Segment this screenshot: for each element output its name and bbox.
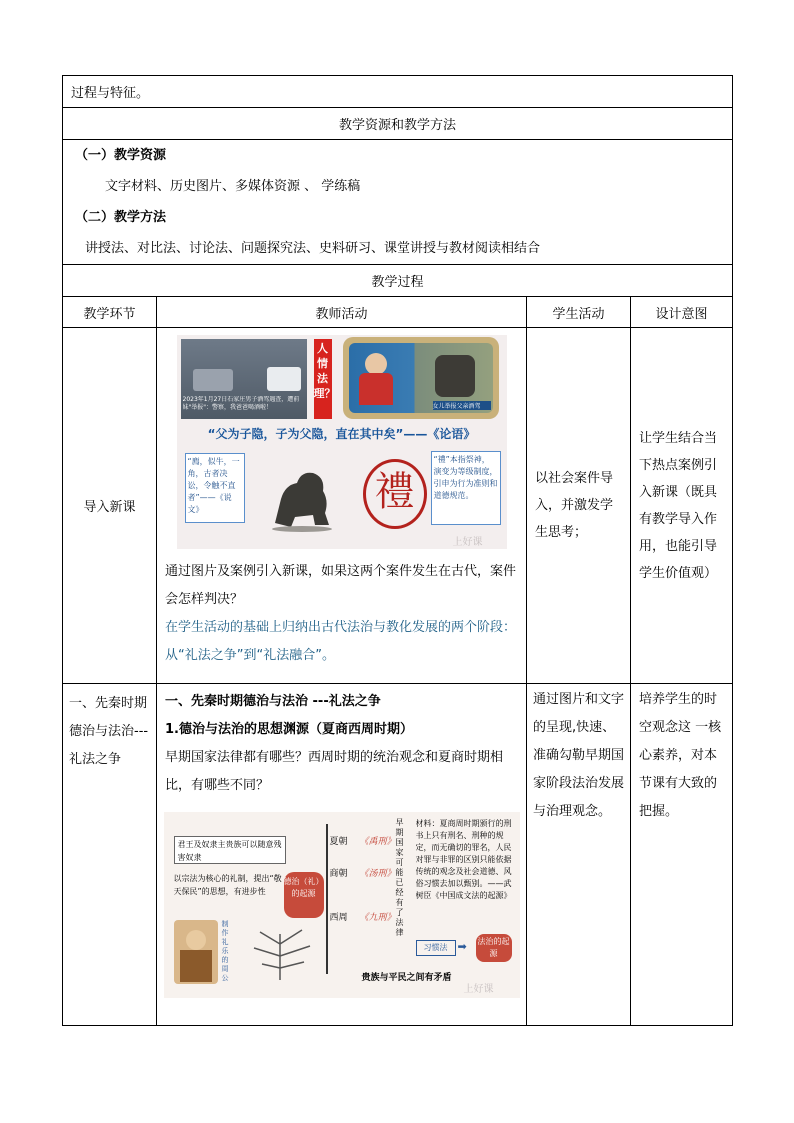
- shuowen-box: “廌，似牛，一角，古者决讼，令触不直者”——《说文》: [185, 453, 245, 523]
- document-page: [62, 75, 732, 1026]
- teacher-activity-cell: [157, 684, 527, 1026]
- header-stage: 教学环节: [63, 297, 157, 328]
- resources-text: 文字材料、历史图片、多媒体资源 、 学练稿: [105, 179, 361, 194]
- teacher-heading: 一、先秦时期德治与法治 ---礼法之争: [165, 694, 381, 709]
- dynasty-zhou: 西周: [329, 913, 348, 923]
- header-teacher: 教师活动: [157, 297, 527, 328]
- bottom-caption: 贵族与平民之间有矛盾: [361, 973, 452, 983]
- teacher-text-question: 通过图片及案例引入新课，如果这两个案件发生在古代，案件会怎样判决？: [165, 564, 517, 607]
- early-law-diagram: [164, 812, 520, 998]
- li-definition-box: “禮”本指祭神，演变为等级制度，引申为行为准则和道德规范。: [431, 451, 501, 525]
- resources-heading: （一）教学资源: [75, 148, 167, 163]
- design-intent-text: 培养学生的时空观念这 一核心素养，对本节课有大致的把握。: [639, 692, 722, 819]
- stage-cell: [63, 684, 157, 1026]
- section-title: 教学资源和教学方法: [339, 118, 457, 133]
- analects-quote: “父为子隐，子为父隐，直在其中矣”——《论语》: [207, 427, 476, 441]
- student-activity-text: 通过图片和文字的呈现,快速、准确勾勒早期国家阶段法治发展与治理观念。: [533, 692, 625, 819]
- watermark: 上好课: [463, 984, 494, 995]
- design-intent-cell: [631, 328, 733, 684]
- dynasty-xia: 夏朝: [329, 837, 348, 847]
- box-slavery: 君王及奴隶主贵族可以随意残害奴隶: [174, 836, 286, 864]
- zhougong-portrait: [174, 920, 218, 984]
- methods-text: 讲授法、对比法、讨论法、问题探究法、史料研习、课堂讲授与教材阅读相结合: [85, 241, 541, 256]
- li-character: 禮: [363, 459, 427, 529]
- teacher-activity-cell: [157, 328, 527, 684]
- student-activity-cell: [527, 328, 631, 684]
- law-tang: 《汤刑》: [359, 869, 396, 879]
- figure-caption: 制作礼乐的周公: [221, 920, 229, 982]
- material-box: 材料：夏商周时期颁行的刑书上只有刑名、刑种的规定，而无确切的罪名，人民对罪与非罪的区别只能依据传统的观念及社会道德、风俗习惯去加以甄别。——武树臣《中国成文法的起源》: [415, 819, 512, 900]
- law-jiu: 《九刑》: [359, 913, 396, 923]
- law-origin: 法治的起源: [476, 934, 512, 962]
- design-intent-cell: [631, 684, 733, 1026]
- section-title: 教学过程: [371, 275, 424, 290]
- resources-content-cell: [63, 140, 733, 265]
- intro-case-image: [177, 335, 507, 549]
- tv-photo: [343, 337, 499, 419]
- teacher-text-summary: 在学生活动的基础上归纳出古代法治与教化发展的两个阶段：从“礼法之争”到“礼法融合”。: [165, 620, 517, 663]
- design-intent-text: 让学生结合当下热点案例引入新课（既具有教学导入作用，也能引导学生价值观）: [639, 430, 718, 581]
- resources-title-cell: [63, 108, 733, 140]
- arrow-icon: ➡: [457, 940, 467, 953]
- news-photo: [181, 339, 307, 419]
- header-student: 学生活动: [527, 297, 631, 328]
- dynasty-shang: 商朝: [329, 869, 348, 879]
- student-activity-text: 以社会案件导入，并激发学生思考；: [535, 471, 614, 540]
- habit-law: 习惯法: [416, 940, 456, 956]
- vertical-early-law: 早期国家可能已经有了法律: [395, 818, 404, 937]
- watermark: 上好课: [452, 537, 483, 548]
- teacher-question: 早期国家法律都有哪些？西周时期的统治观念和夏商时期相比，有哪些不同？: [165, 750, 504, 793]
- methods-heading: （二）教学方法: [75, 210, 167, 225]
- process-title-cell: [63, 265, 733, 297]
- intro-line-cell: [63, 76, 733, 108]
- news-caption: 2023年1月27日石家庄男子酒驾遇查，遭前妹"举报"：警察，我爸爸喝酒啦！: [182, 396, 300, 411]
- stage-cell: [63, 328, 157, 684]
- lesson-plan-table: [62, 75, 733, 1026]
- box-ritual: 以宗法为核心的礼制，提出“敬天保民”的思想，有进步性: [173, 874, 282, 896]
- law-yu: 《禹刑》: [359, 837, 396, 847]
- xiezhi-statue: [267, 463, 337, 533]
- circle-de-origin: 德治（礼）的起源: [284, 872, 324, 918]
- vertical-title: 人情法理？: [314, 339, 332, 419]
- tree-diagram: [240, 924, 320, 980]
- stage-label: 一、先秦时期德治与法治---礼法之争: [69, 696, 149, 767]
- stage-label: 导入新课: [83, 500, 136, 515]
- header-intent: 设计意图: [631, 297, 733, 328]
- timeline-axis: [326, 824, 328, 974]
- student-activity-cell: [527, 684, 631, 1026]
- intro-line: 过程与特征。: [71, 86, 150, 101]
- teacher-subheading: 1.德治与法治的思想渊源（夏商西周时期）: [165, 722, 413, 737]
- tv-caption: 女儿举报父亲酒驾: [433, 401, 491, 410]
